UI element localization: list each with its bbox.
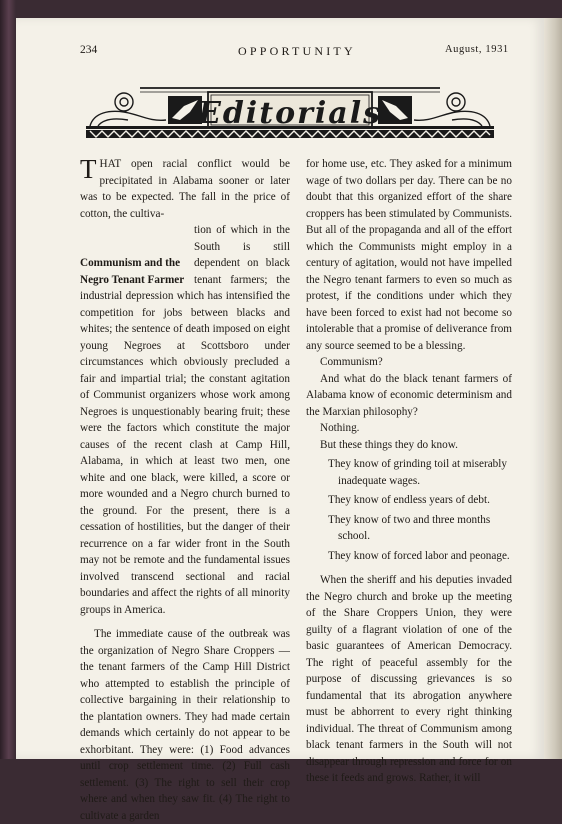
journal-title: OPPORTUNITY — [238, 44, 356, 58]
paragraph-1 — [80, 156, 290, 222]
quote-item: They know of forced labor and peonage. — [328, 549, 510, 562]
editorials-banner — [80, 82, 500, 144]
paragraph-2: The immediate cause of the outbreak was the organization of Negro Share Croppers —the tenant farmers of the Camp Hill District who attempted to establish the principle of collective bargaining in their relationship to the plantation owners. They had made certain demands which certainly do not appear to be exhorbitant. They were: (1) Food advances until crop settlement time. (2) Full cash settlement. (3) The right to sell their crop where and when they saw fit. (4) The right to cultivate a garden — [80, 628, 290, 822]
paragraph-communism: Communism? — [320, 356, 383, 368]
book-binding — [0, 0, 16, 759]
paragraph-sheriff: When the sheriff and his deputies invaded the Negro church and broke up the meeting of the Share Croppers Union, they were guilty of a flagrant violation of one of the basic guarantees of American Democracy. The right of peaceful assembly for the purpose of discussing grievances is so fundamental that its abrogation anywhere must be abhorrent to every right thinking individual. The threat of Communism among black tenant farmers in the South will not disappear through repression and force for on these it feeds and grows. Rather, it will — [306, 574, 512, 784]
paragraph-these-things: But these things they do know. — [320, 438, 458, 451]
quote-item: They know of two and three months school. — [328, 513, 491, 542]
left-column — [80, 156, 290, 824]
paragraph-1-cont — [80, 222, 290, 618]
banner-title: Editorials — [197, 96, 383, 131]
paragraph-question: And what do the black tenant farmers of Alabama know of economic determinism and the Marxian philosophy? — [306, 372, 512, 418]
issue-date: August, 1931 — [445, 44, 509, 55]
side-heading: Communism and the Negro Tenant Farmer — [80, 257, 185, 286]
paragraph-nothing: Nothing. — [320, 422, 360, 434]
quote-item: They know of endless years of debt. — [328, 494, 490, 506]
paragraph-3: for home use, etc. They asked for a minimum wage of two dollars per day. There can be no doubt that this organized effort of the share croppers has been stimulated by Communists. But all of the propaganda and all of the effort which the Communists might employ in a century of agitation, would not have impelled the Negro tenant farmers to even so much as protest, if the conditions under which they have been forced to exist had not become so intolerable that a promise of deliverance from any source seemed to be a blessing. — [306, 158, 512, 352]
paragraph-1-start: HAT open racial conflict would be precipitated in Alabama sooner or later was to be expected. The fall in the price of cotton, the cultiva- — [80, 158, 290, 220]
drop-cap: T — [80, 154, 97, 184]
paragraph-1-rest: tion of which in the South is still dependent on black tenant farmers; the industrial depression which has intensified the competition for jobs between blacks and whites; the sentence of death imposed on eight young Negroes at Scottsboro under circumstances which obviously precluded a fair and impartial trial; the constant agitation of Communist organizers whose work among Negroes is unquestionably bearing fruit; these were the factors which constitute the major causes of the recent clash at Camp Hill, Alabama, in which at least two men, one white and one black, were killed, a score or more wounded and a Negro church burned to the ground. For the present, there is a cessation of hostilities, but the danger of their recurrence on a far wider front in the South may not be remote and the fundamental issues involved transcend sectional and racial boundaries and affect the rights of all minority groups in America. — [80, 224, 290, 616]
page-number: 234 — [80, 44, 98, 56]
right-column — [306, 156, 512, 787]
page-edge — [544, 18, 562, 759]
quote-item: They know of grinding toil at miserably inadequate wages. — [328, 458, 507, 487]
